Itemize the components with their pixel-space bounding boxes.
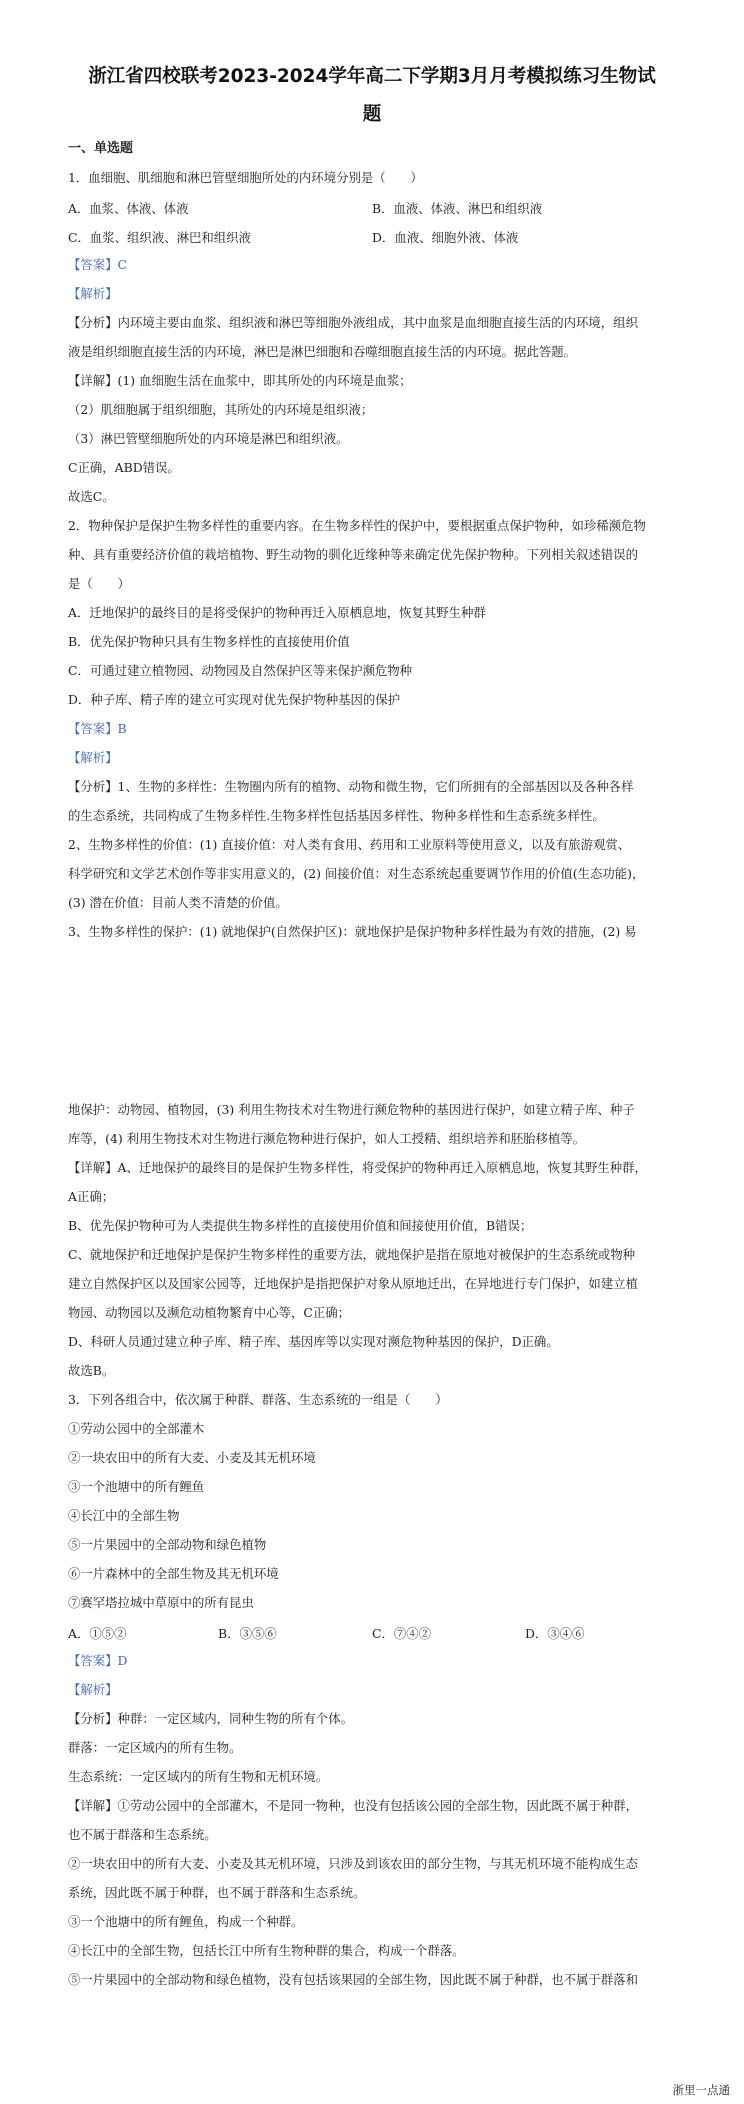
q3-analysis-tag: 【解析】 — [68, 1682, 118, 1697]
q3-option-b: B．③⑤⑥ — [218, 1626, 277, 1641]
q1-conclusion: C正确，ABD错误。 — [68, 460, 180, 475]
q3-xiangjie-4: 系统，因此既不属于种群，也不属于群落和生态系统。 — [68, 1885, 366, 1900]
q2-xiangjie-7: D、科研人员通过建立种子库、精子库、基因库等以实现对濒危物种基因的保护，D正确。 — [68, 1334, 559, 1349]
q3-xiangjie-5: ③一个池塘中的所有鲤鱼，构成一个种群。 — [68, 1914, 304, 1929]
q2-stem-1: 2．物种保护是保护生物多样性的重要内容。在生物多样性的保护中，要根据重点保护物种，如珍稀濒危物 — [68, 518, 646, 533]
q3-xiangjie-6: ④长江中的全部生物，包括长江中所有生物种群的集合，构成一个群落。 — [68, 1943, 465, 1958]
q3-xiangjie-7: ⑤一片果园中的全部动物和绿色植物，没有包括该果园的全部生物，因此既不属于种群，也不属于群落和 — [68, 1972, 638, 1987]
q2-xiangjie-5: 建立自然保护区以及国家公园等，迁地保护是指把保护对象从原地迁出，在异地进行专门保护，如建立植 — [68, 1276, 638, 1291]
q2-stem-2: 种、具有重要经济价值的栽培植物、野生动物的驯化近缘种等来确定优先保护物种。下列相关叙述错误的 — [68, 547, 638, 562]
q2-fenxi-6: 3、生物多样性的保护：(1) 就地保护(自然保护区)：就地保护是保护物种多样性最为有效的措施，(2) 易 — [68, 924, 637, 939]
q2-final: 故选B。 — [68, 1363, 115, 1378]
q1-option-a: A．血浆、体液、体液 — [68, 201, 189, 216]
q2-xiangjie-4: C、就地保护和迁地保护是保护生物多样性的重要方法，就地保护是指在原地对被保护的生态系统或物种 — [68, 1247, 636, 1262]
q1-xiangjie-1: 【详解】(1) 血细胞生活在血浆中，即其所处的内环境是血浆； — [68, 373, 412, 388]
q3-item-7: ⑦赛罕塔拉城中草原中的所有昆虫 — [68, 1595, 254, 1610]
q2-fenxi-3: 2、生物多样性的价值：(1) 直接价值：对人类有食用、药用和工业原料等使用意义，以及有旅游观赏、 — [68, 837, 631, 852]
q1-stem: 1．血细胞、肌细胞和淋巴管壁细胞所处的内环境分别是（ ） — [68, 170, 423, 185]
q3-fenxi-2: 群落：一定区域内的所有生物。 — [68, 1740, 242, 1755]
q3-fenxi-1: 【分析】种群：一定区域内，同种生物的所有个体。 — [68, 1711, 353, 1726]
q3-answer: 【答案】D — [68, 1653, 128, 1668]
section-heading: 一、单选题 — [68, 141, 134, 156]
q1-fenxi-1: 【分析】内环境主要由血浆、组织液和淋巴等细胞外液组成，其中血浆是血细胞直接生活的内环境，组织 — [68, 315, 638, 330]
q2-xiangjie-6: 物园、动物园以及濒危动植物繁育中心等，C正确； — [68, 1305, 351, 1320]
q1-xiangjie-3: （3）淋巴管壁细胞所处的内环境是淋巴和组织液。 — [68, 431, 349, 446]
q2-fenxi-4: 科学研究和文学艺术创作等非实用意义的，(2) 间接价值：对生态系统起重要调节作用的价值(生态功能)， — [68, 866, 645, 881]
q3-item-4: ④长江中的全部生物 — [68, 1508, 180, 1523]
q1-option-d: D．血液、细胞外液、体液 — [372, 230, 519, 245]
q2-xiangjie-1: 【详解】A、迁地保护的最终目的是保护生物多样性，将受保护的物种再迁入原栖息地，恢复其野生种群， — [68, 1160, 647, 1175]
q3-item-5: ⑤一片果园中的全部动物和绿色植物 — [68, 1537, 267, 1552]
q3-item-3: ③一个池塘中的所有鲤鱼 — [68, 1479, 205, 1494]
q1-analysis-tag: 【解析】 — [68, 286, 118, 301]
q2-fenxi-1: 【分析】1、生物的多样性：生物圈内所有的植物、动物和微生物，它们所拥有的全部基因以及各种各样 — [68, 779, 634, 794]
q2-option-c: C．可通过建立植物园、动物园及自然保护区等来保护濒危物种 — [68, 663, 413, 678]
q2-option-a: A．迁地保护的最终目的是将受保护的物种再迁入原栖息地，恢复其野生种群 — [68, 605, 486, 620]
q1-fenxi-2: 液是组织细胞直接生活的内环境，淋巴是淋巴细胞和吞噬细胞直接生活的内环境。据此答题。 — [68, 344, 577, 359]
q2-xiangjie-2: A正确； — [68, 1189, 115, 1204]
q3-option-d: D．③④⑥ — [525, 1626, 585, 1641]
q2-fenxi-5: (3) 潜在价值：目前人类不清楚的价值。 — [68, 895, 288, 910]
q1-xiangjie-2: （2）肌细胞属于组织细胞，其所处的内环境是组织液； — [68, 402, 374, 417]
footer-brand: 浙里一点通 — [672, 2083, 730, 2097]
q1-final: 故选C。 — [68, 489, 115, 504]
q2-option-b: B．优先保护物种只具有生物多样性的直接使用价值 — [68, 634, 350, 649]
q2-stem-3: 是（ ） — [68, 576, 130, 591]
q2-fenxi-8: 库等，(4) 利用生物技术对生物进行濒危物种进行保护，如人工授精、组织培养和胚胎移植等。 — [68, 1131, 586, 1146]
q3-fenxi-3: 生态系统：一定区域内的所有生物和无机环境。 — [68, 1769, 329, 1784]
q1-option-c: C．血浆、组织液、淋巴和组织液 — [68, 230, 251, 245]
q3-option-a: A．①⑤② — [68, 1626, 127, 1641]
q3-item-1: ①劳动公园中的全部灌木 — [68, 1421, 205, 1436]
q3-option-c: C．⑦④② — [372, 1626, 432, 1641]
q3-xiangjie-1: 【详解】①劳动公园中的全部灌木，不是同一物种，也没有包括该公园的全部生物，因此既不属于种群， — [68, 1798, 638, 1813]
q2-xiangjie-3: B、优先保护物种可为人类提供生物多样性的直接使用价值和间接使用价值，B错误； — [68, 1218, 533, 1233]
q1-answer: 【答案】C — [68, 257, 128, 272]
q3-item-2: ②一块农田中的所有大麦、小麦及其无机环境 — [68, 1450, 316, 1465]
q3-item-6: ⑥一片森林中的全部生物及其无机环境 — [68, 1566, 279, 1581]
q2-analysis-tag: 【解析】 — [68, 750, 118, 765]
q2-fenxi-2: 的生态系统，共同构成了生物多样性.生物多样性包括基因多样性、物种多样性和生态系统多样性。 — [68, 808, 605, 823]
q1-option-b: B．血液、体液、淋巴和组织液 — [372, 201, 543, 216]
doc-title-line1: 浙江省四校联考2023-2024学年高二下学期3月月考模拟练习生物试 — [88, 66, 656, 87]
q2-answer: 【答案】B — [68, 721, 127, 736]
q2-fenxi-7: 地保护：动物园、植物园，(3) 利用生物技术对生物进行濒危物种的基因进行保护，如建立精子库、种子 — [68, 1102, 635, 1117]
doc-title-line2: 题 — [362, 104, 382, 125]
q3-xiangjie-3: ②一块农田中的所有大麦、小麦及其无机环境，只涉及到该农田的部分生物，与其无机环境不能构成生态 — [68, 1856, 638, 1871]
q2-option-d: D．种子库、精子库的建立可实现对优先保护物种基因的保护 — [68, 692, 401, 707]
q3-xiangjie-2: 也不属于群落和生态系统。 — [68, 1827, 217, 1842]
q3-stem: 3．下列各组合中，依次属于种群、群落、生态系统的一组是（ ） — [68, 1392, 448, 1407]
